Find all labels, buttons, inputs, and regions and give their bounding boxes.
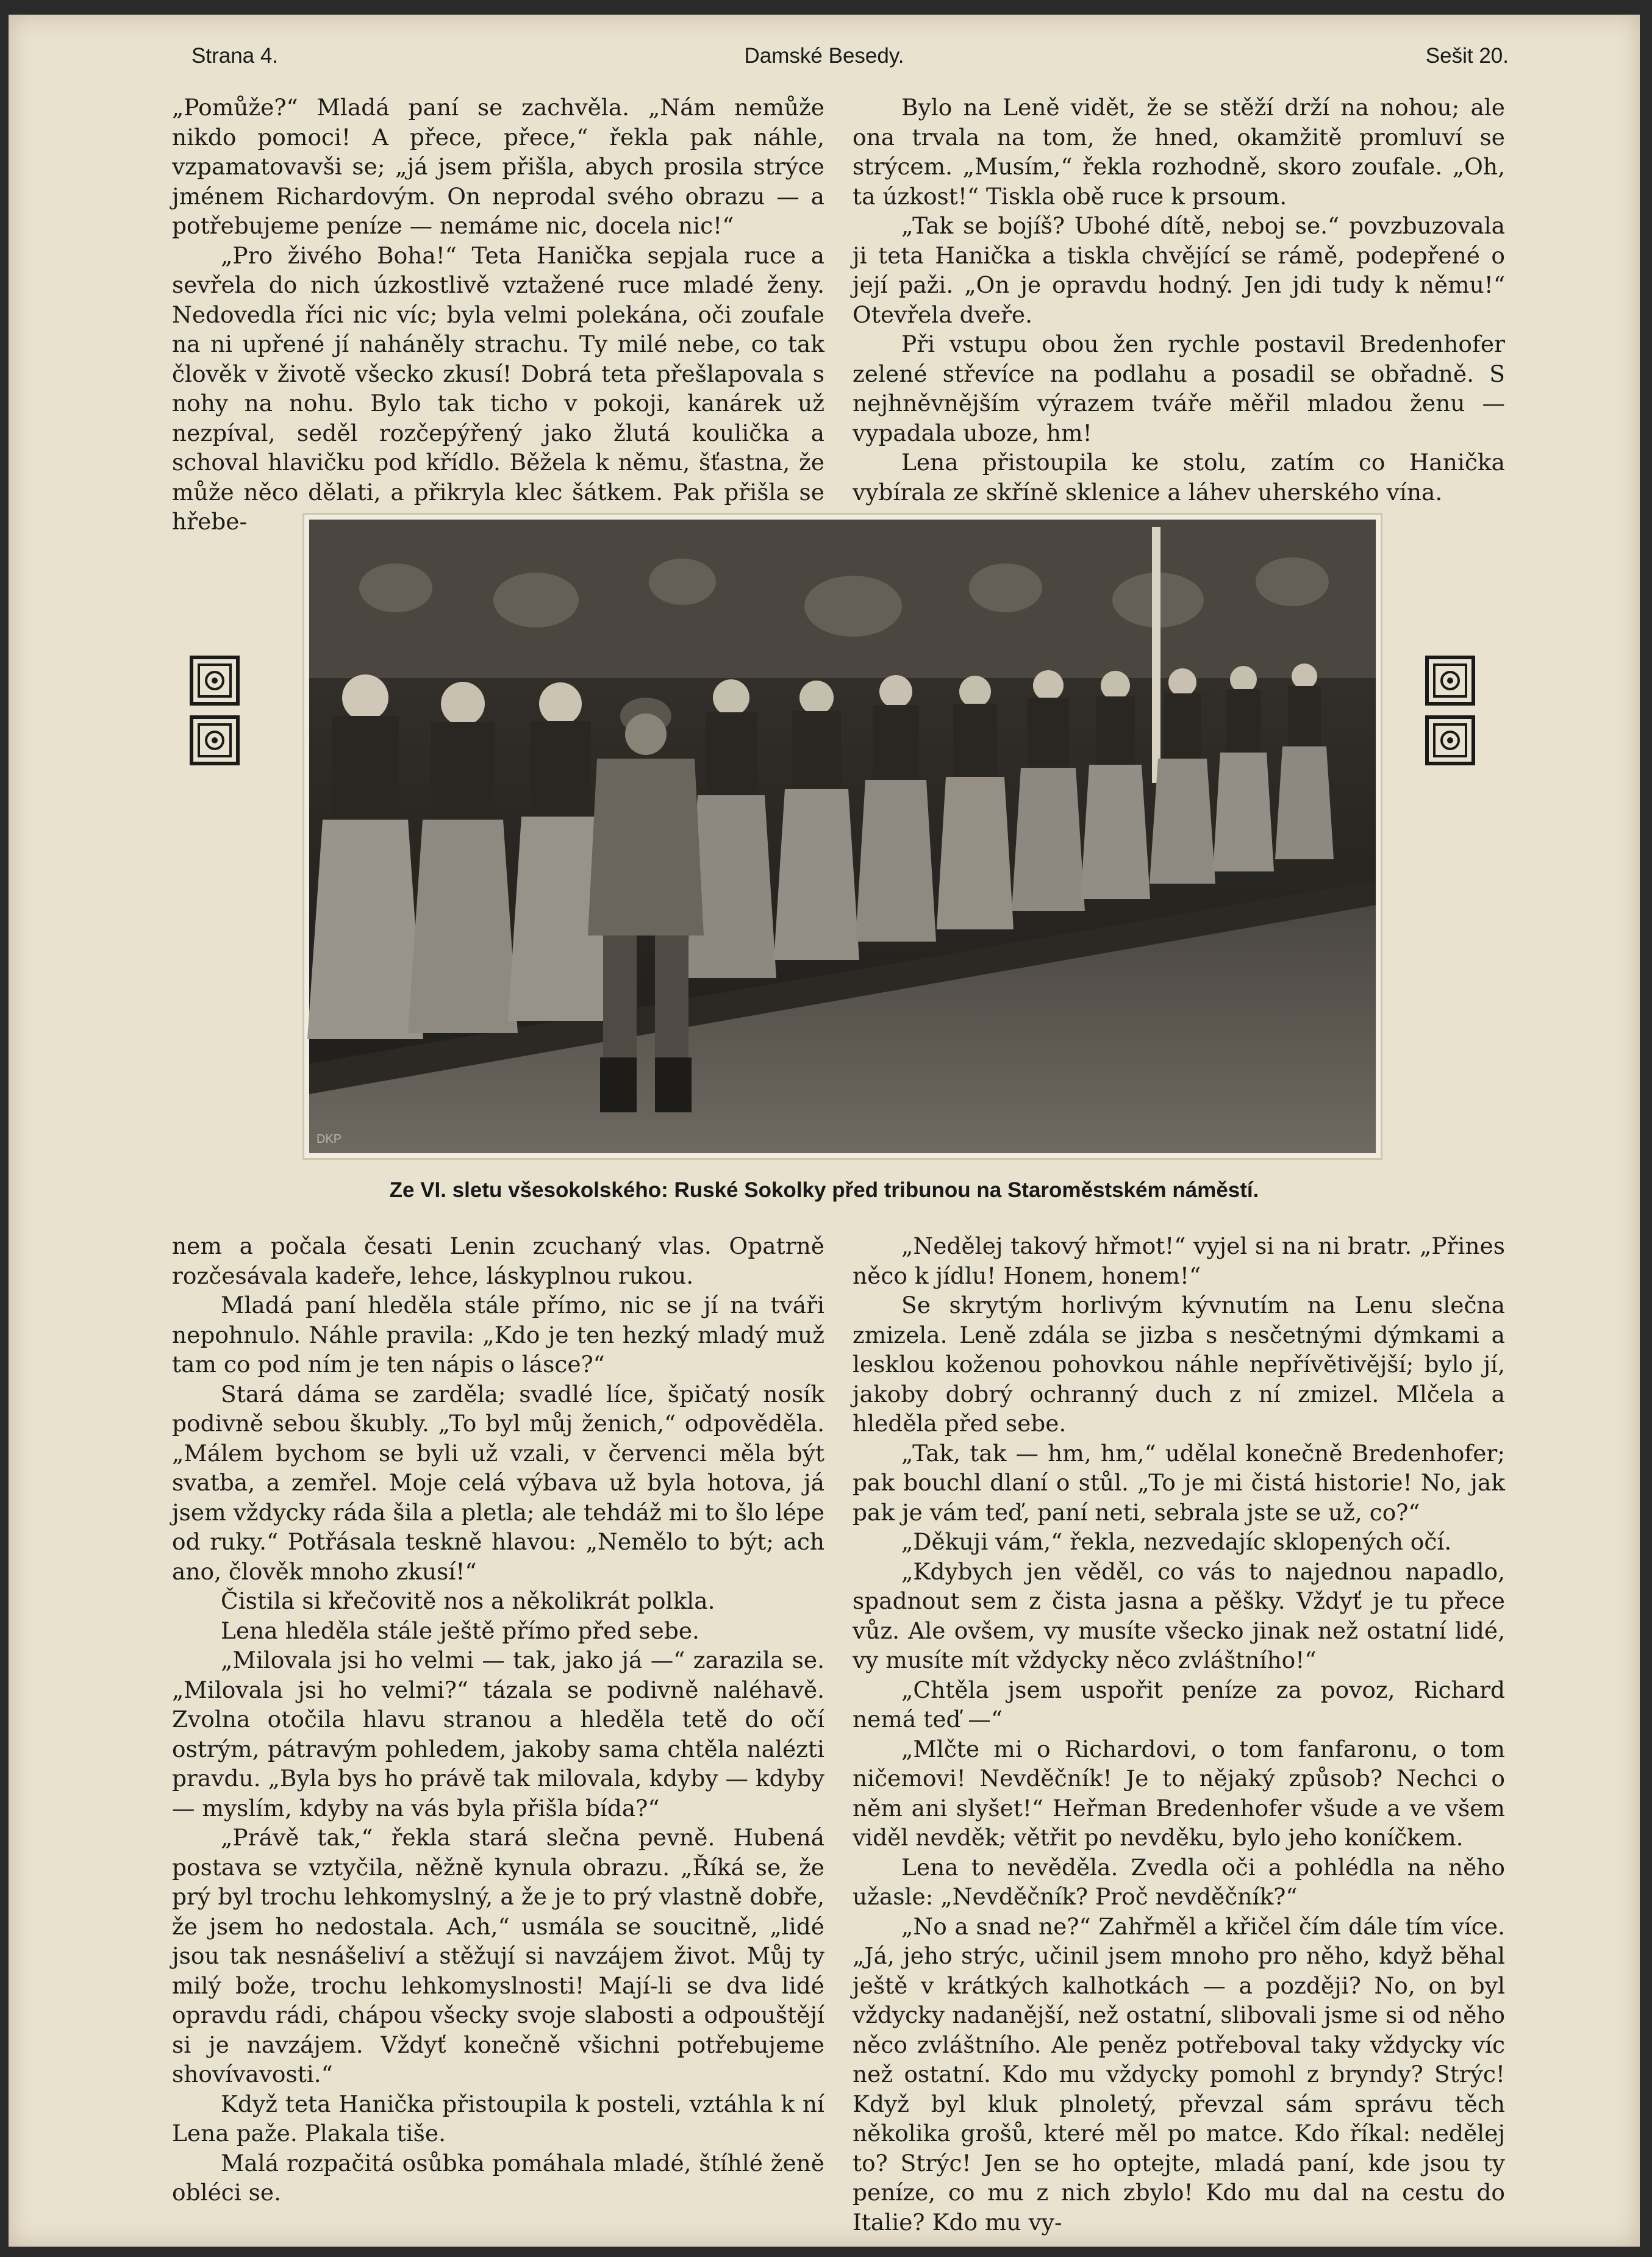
paragraph: Stará dáma se zarděla; svadlé líce, špičatý nosík podivně sebou škubly. „To byl můj ženich,“ odpověděla. „Málem bychom se byli už vzali, v červenci měla být svatba, a zemřel. Moje celá výbava už byla hotova, já jsem vždycky ráda šila a pletla; ale tehdáž mi to šlo lépe od ruky.“ Potřásala teskně hlavou: „Nemělo to být; ach ano, člověk mnoho zkusí!“ xyxy=(172,1380,824,1585)
paragraph: „Děkuji vám,“ řekla, nezvedajíc sklopených očí. xyxy=(901,1528,1452,1555)
paragraph: Se skrytým horlivým kývnutím na Lenu slečna zmizela. Leně zdála se jizba s nesčetnými dýmkami a lesklou koženou pohovkou náhle nepřívětivější; bylo jí, jakoby dobrý ochranný duch z ní zmizel. Mlčela a hleděla před sebe. xyxy=(853,1292,1505,1437)
paragraph: Lena přistoupila ke stolu, zatím co Hanička vybírala ze skříně sklenice a láhev uherského vína. xyxy=(853,449,1505,506)
paragraph: „Chtěla jsem uspořit peníze za povoz, Richard nemá teď —“ xyxy=(853,1676,1505,1733)
magazine-title: Damské Besedy. xyxy=(744,44,904,68)
text-column-bottom-left xyxy=(172,1231,824,2208)
paragraph: Lena to nevěděla. Zvedla oči a pohlédla na něho užasle: „Nevděčník? Proč nevděčník?“ xyxy=(853,1853,1505,1910)
paragraph: Při vstupu obou žen rychle postavil Bredenhofer zelené střevíce na podlahu a posadil se obřadně. S nejhněvnějším výrazem tváře měřil mladou ženu — vypadala uboze, hm! xyxy=(853,331,1505,446)
photo-caption: Ze VI. sletu všesokolského: Ruské Sokolky před tribunou na Staroměstském náměstí. xyxy=(389,1178,1259,1202)
paragraph: „Pro živého Boha!“ Teta Hanička sepjala ruce a sevřela do nich úzkostlivě vztažené ruce mladé ženy. Nedovedla říci nic víc; byla velmi polekána, oči zoufale na ni upřené jí naháněly strachu. Ty milé nebe, co tak člověk v životě všecko zkusí! Dobrá teta přešlapovala s nohy na nohu. Bylo tak ticho v pokoji, kanárek už nezpíval, seděl rozčepýřený jako žlutá koulička a schoval hlavičku pod křídlo. Běžela k němu, šťastna, že může něco dělati, a přikryla klec šátkem. Pak přišla se hřebe- xyxy=(172,241,824,535)
photo-credit: DKP xyxy=(316,1132,342,1146)
ornament-icon xyxy=(1425,715,1476,766)
paragraph: Lena hleděla stále ještě přímo před sebe. xyxy=(221,1617,699,1644)
ornament-icon xyxy=(1425,655,1476,706)
paragraph: „Milovala jsi ho velmi — tak, jako já —“ zarazila se. „Milovala jsi ho velmi?“ tázala se podivně naléhavě. Zvolna otočila hlavu stranou a hleděla tetě do očí ostrým, pátravým pohledem, jakoby sama chtěla nalézti pravdu. „Byla bys ho právě tak milovala, kdyby — kdyby — myslím, kdyby na vás byla přišla bída?“ xyxy=(172,1647,824,1822)
paragraph: „Tak se bojíš? Ubohé dítě, neboj se.“ povzbuzovala ji teta Hanička a tiskla chvějící se rámě, podepřené o její paži. „On je opravdu hodný. Jen jdi tudy k němu!“ Otevřela dveře. xyxy=(853,212,1505,328)
page-number: Strana 4. xyxy=(191,44,279,68)
paragraph: „Nedělej takový hřmot!“ vyjel si na ni bratr. „Přines něco k jídlu! Honem, honem!“ xyxy=(853,1232,1505,1289)
paragraph: „Pomůže?“ Mladá paní se zachvěla. „Nám nemůže nikdo pomoci! A přece, přece,“ řekla pak náhle, vzpamatovavši se; „já jsem přišla, abych prosila strýce jménem Richardovým. On neprodal svého obrazu — a potřebujeme peníze — nemáme nic, docela nic!“ xyxy=(172,94,824,239)
running-header xyxy=(9,39,1640,76)
photo-illustration xyxy=(304,515,1381,1158)
text-column-top-left xyxy=(172,93,824,537)
paragraph: „Právě tak,“ řekla stará slečna pevně. Hubená postava se vztyčila, něžně kynula obrazu. „Říká se, že prý byl trochu lehkomyslný, a že je to prý vlastně dobře, že jsem ho nedostala. Ach,“ usmála se soucitně, „lidé jsou tak nesnášeliví a stěžují si navzájem život. Můj ty milý bože, trochu lehkomyslnosti! Mají-li se dva lidé opravdu rádi, chápou všecky svoje slabosti a odpouštějí si je navzájem. Vždyť konečně všichni potřebujeme shovívavosti.“ xyxy=(172,1824,824,2087)
paragraph: „Mlčte mi o Richardovi, o tom fanfaronu, o tom ničemovi! Nevděčník! Je to nějaký způsob? Nechci o něm ani slyšet!“ Heřman Bredenhofer všude a ve všem viděl nevděk; větřit po nevděku, bylo jeho koníčkem. xyxy=(853,1735,1505,1851)
issue-number: Sešit 20. xyxy=(1425,44,1509,68)
paragraph: Mladá paní hleděla stále přímo, nic se jí na tváři nepohnulo. Náhle pravila: „Kdo je ten hezký mladý muž tam co pod ním je ten nápis o lásce?“ xyxy=(172,1292,824,1378)
paragraph: nem a počala česati Lenin zcuchaný vlas. Opatrně rozčesávala kadeře, lehce, láskyplnou rukou. xyxy=(172,1232,824,1289)
paragraph: „Kdybych jen věděl, co vás to najednou napadlo, spadnout sem z čista jasna a pěšky. Vždyť je tu přece vůz. Ale ovšem, vy musíte všecko jinak než ostatní lidé, vy musíte mít vždycky něco zvláštního!“ xyxy=(853,1558,1505,1673)
magazine-page xyxy=(9,15,1640,2247)
sokol-women-photo xyxy=(304,515,1381,1158)
paragraph: „Tak, tak — hm, hm,“ udělal konečně Bredenhofer; pak bouchl dlaní o stůl. „To je mi čistá historie! No, jak pak je vám teď, paní neti, sebrala jste se už, co?“ xyxy=(853,1439,1505,1526)
text-column-top-right xyxy=(853,93,1505,507)
ornament-icon xyxy=(189,715,240,766)
paragraph: Malá rozpačitá osůbka pomáhala mladé, štíhlé ženě obléci se. xyxy=(172,2149,824,2206)
paragraph: „No a snad ne?“ Zahřměl a křičel čím dále tím více. „Já, jeho strýc, učinil jsem mnoho pro něho, když běhal ještě v krátkých kalhotkách — a později? No, on byl vždycky nadanější, než ostatní, slibovali jsme si od něho něco zvláštního. Ale peněz potřeboval taky vždycky víc než ostatní. Kdo mu vždycky pomohl z bryndy? Strýc! Když byl kluk plnoletý, převzal sám správu těch několika grošů, které měl po matce. Kdo říkal: nedělej to? Strýc! Jen se ho optejte, mladá paní, kde jsou ty peníze, co mu z nich zbylo! Kdo mu dal na cestu do Italie? Kdo mu vy- xyxy=(853,1912,1505,2236)
paragraph: Bylo na Leně vidět, že se stěží drží na nohou; ale ona trvala na tom, že hned, okamžitě promluví se strýcem. „Musím,“ řekla rozhodně, skoro zoufale. „Oh, ta úzkost!“ Tiskla obě ruce k prsoum. xyxy=(853,94,1505,210)
ornament-icon xyxy=(189,655,240,706)
text-column-bottom-right xyxy=(853,1231,1505,2237)
paragraph: Čistila si křečovitě nos a několikrát polkla. xyxy=(221,1587,715,1614)
paragraph: Když teta Hanička přistoupila k posteli, vztáhla k ní Lena paže. Plakala tiše. xyxy=(172,2090,824,2147)
